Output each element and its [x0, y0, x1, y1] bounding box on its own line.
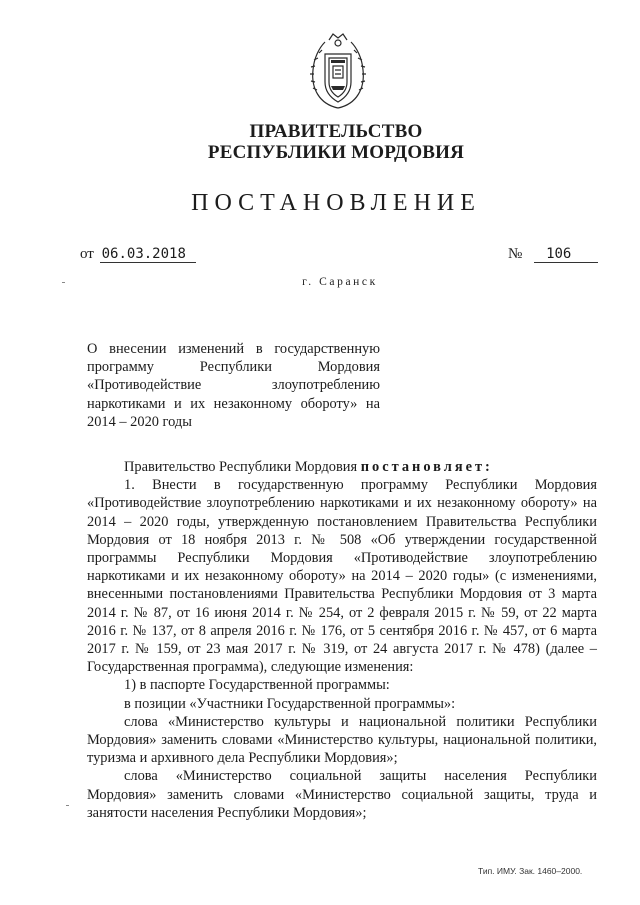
document-subject: О внесении изменений в государственную программу Республики Мордовия «Противодействие злоупотреблению наркотиками и их незаконному обороту» на 2014 – 2020 годы — [87, 341, 380, 430]
scan-mark — [62, 282, 65, 283]
government-title: ПРАВИТЕЛЬСТВО — [249, 121, 423, 142]
date-prefix: от — [80, 246, 94, 262]
body-paragraph: 1) в паспорте Государственной программы: — [124, 677, 390, 694]
city-label: г. Саранск — [302, 276, 378, 288]
document-body — [87, 458, 597, 822]
intro-text: Правительство Республики Мордовия — [124, 459, 361, 475]
coat-of-arms-emblem — [307, 30, 369, 112]
body-paragraph: 1. Внести в государственную программу Республики Мордовия «Противодействие злоупотреблению наркотиками и их незаконному обороту» на 2014 – 2020 годы, утвержденную постановлением Правительства Республики Мордовия от 18 ноября 2013 г. № 508 «Об утверждении государственной программы Республики Мордовия «Противодействие злоупотреблению наркотиками и их незаконному обороту» на 2014 – 2020 годы» (с изменениями, внесенными постановлениями Правительства Республики Мордовия от 3 марта 2014 г. № 87, от 16 июня 2014 г. № 254, от 2 февраля 2015 г. № 59, от 22 марта 2016 г. № 137, от 8 апреля 2016 г. № 176, от 5 сентября 2016 г. № 457, от 6 марта 2017 г. № 159, от 23 мая 2017 г. № 319, от 24 августа 2017 г. № 478) (далее – Государственная программа), следующие изменения: — [87, 477, 597, 676]
resolution-verb: постановляет: — [360, 459, 493, 475]
intro-paragraph — [87, 458, 597, 476]
body-paragraph: в позиции «Участники Государственной программы»: — [124, 695, 456, 712]
date-value: 06.03.2018 — [100, 246, 196, 263]
number-prefix: № — [508, 246, 523, 262]
body-paragraph: слова «Министерство социальной защиты населения Республики Мордовия» заменить словами «Министерство социальной защиты, труда и занятости населения Республики Мордовия»; — [87, 768, 597, 821]
document-type-title: ПОСТАНОВЛЕНИЕ — [191, 190, 481, 216]
date-field — [80, 246, 196, 263]
print-note: Тип. ИМУ. Зак. 1460–2000. — [478, 866, 583, 876]
number-value: 106 — [534, 246, 598, 263]
body-paragraph: слова «Министерство культуры и национальной политики Республики Мордовия» заменить словами «Министерство культуры, национальной политики, туризма и архивного дела Республики Мордовия»; — [87, 713, 597, 767]
scan-mark — [66, 805, 69, 806]
republic-title: РЕСПУБЛИКИ МОРДОВИЯ — [207, 142, 465, 163]
number-field — [508, 246, 598, 263]
